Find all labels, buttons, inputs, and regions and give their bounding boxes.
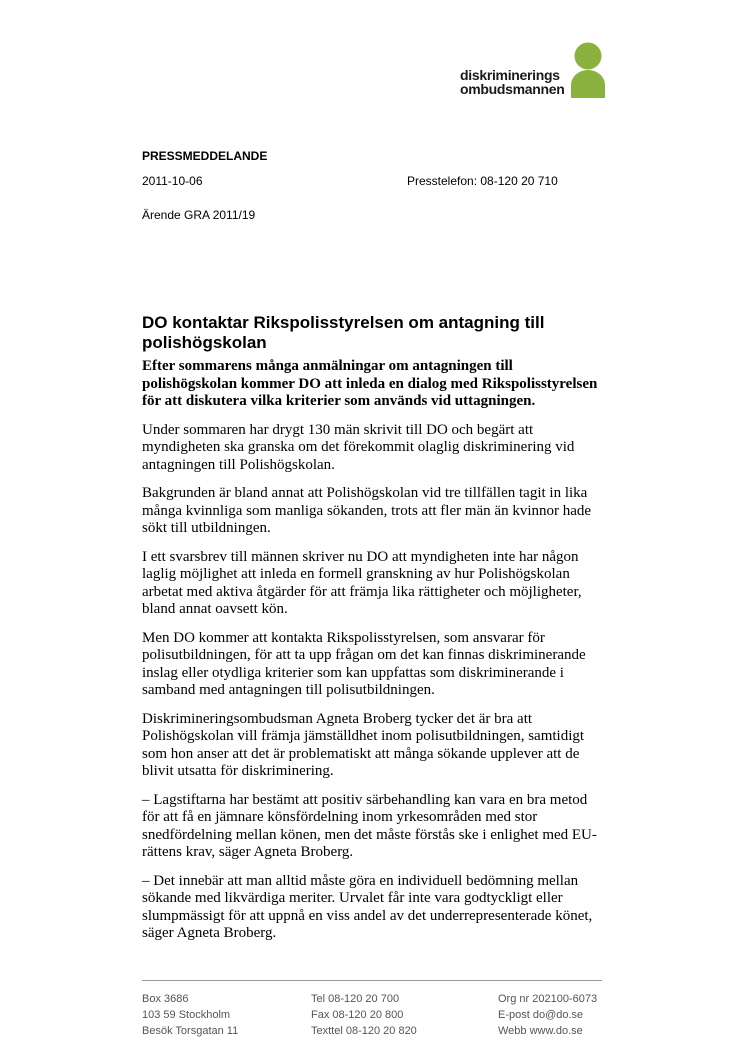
footer-divider [142, 980, 602, 981]
footer-orgnr: Org nr 202100-6073 [498, 993, 598, 1005]
logo-line-2: ombudsmannen [460, 81, 565, 97]
article-paragraph: – Det innebär att man alltid måste göra en individuell bedömning mellan sökande med likvärdiga meriter. Urvalet får inte vara godtyckligt eller slumpmässigt för att uppnå en viss andel av det underrepresenterade könet, säger Agneta Broberg. [142, 872, 593, 941]
footer-contact [498, 991, 597, 1039]
do-logo [460, 42, 610, 102]
article-paragraph: Diskrimineringsombudsman Agneta Broberg tycker det är bra att Polishögskolan vill främja jämställdhet inom polisutbildningen, samtidigt som hon anser att det är problematiskt att många sökande upplever att de blivit utsatta för diskriminering. [142, 710, 585, 779]
press-phone: Presstelefon: 08-120 20 710 [407, 174, 558, 188]
footer-visit: Besök Torsgatan 11 [142, 1025, 239, 1037]
article-paragraph: Under sommaren har drygt 130 män skrivit till DO och begärt att myndigheten ska granska om det förekommit olaglig diskriminering vid antagningen till Polishögskolan. [142, 421, 575, 473]
footer-texttel: Texttel 08-120 20 820 [311, 1025, 417, 1037]
person-figure-icon [571, 42, 605, 98]
footer-email: E-post do@do.se [498, 1009, 584, 1021]
logo-line-1: diskriminerings [460, 67, 560, 83]
footer-address [142, 991, 238, 1039]
footer-fax: Fax 08-120 20 800 [311, 1009, 404, 1021]
footer-web: Webb www.do.se [498, 1025, 583, 1037]
article-paragraph: Bakgrunden är bland annat att Polishögskolan vid tre tillfällen tagit in lika många kvinnliga som manliga sökanden, trots att fler män än kvinnor hade sökt till utbildningen. [142, 485, 592, 536]
article-paragraph: – Lagstiftarna har bestämt att positiv särbehandling kan vara en bra metod för att få en jämnare könsfördelning inom yrkesområden med stor snedfördelning mellan könen, men det måste förstås ske i enlighet med EU-rättens krav, säger Agneta Broberg. [142, 791, 597, 860]
case-number: Ärende GRA 2011/19 [142, 208, 256, 222]
article-headline: DO kontaktar Rikspolisstyrelsen om antagning till polishögskolan [142, 313, 545, 352]
article-body [142, 358, 602, 954]
footer-box: Box 3686 [142, 993, 189, 1005]
footer-phones [311, 991, 417, 1039]
logo-wordmark [460, 68, 565, 96]
release-date: 2011-10-06 [142, 174, 203, 188]
article-paragraph: Men DO kommer att kontakta Rikspolisstyrelsen, som ansvarar för polisutbildningen, för att ta upp frågan om det kan finnas diskriminerande inslag eller otydliga kriterier som kan uppfattas som diskriminerande i samband med antagningen till polisutbildningen. [142, 629, 586, 698]
article-paragraph: I ett svarsbrev till männen skriver nu DO att myndigheten inte har någon laglig möjlighet att inleda en formell granskning av hur Polishögskolan arbetat med aktiva åtgärder för att främja lika rättigheter och möjligheter, bland annat oavsett kön. [142, 548, 582, 617]
document-type-label: PRESSMEDDELANDE [142, 149, 268, 163]
article-lead: Efter sommarens många anmälningar om antagningen till polishögskolan kommer DO att inleda en dialog med Rikspolisstyrelsen för att diskutera vilka kriterier som används vid uttagningen. [142, 358, 598, 409]
footer-postal: 103 59 Stockholm [142, 1009, 231, 1021]
footer-tel: Tel 08-120 20 700 [311, 993, 400, 1005]
